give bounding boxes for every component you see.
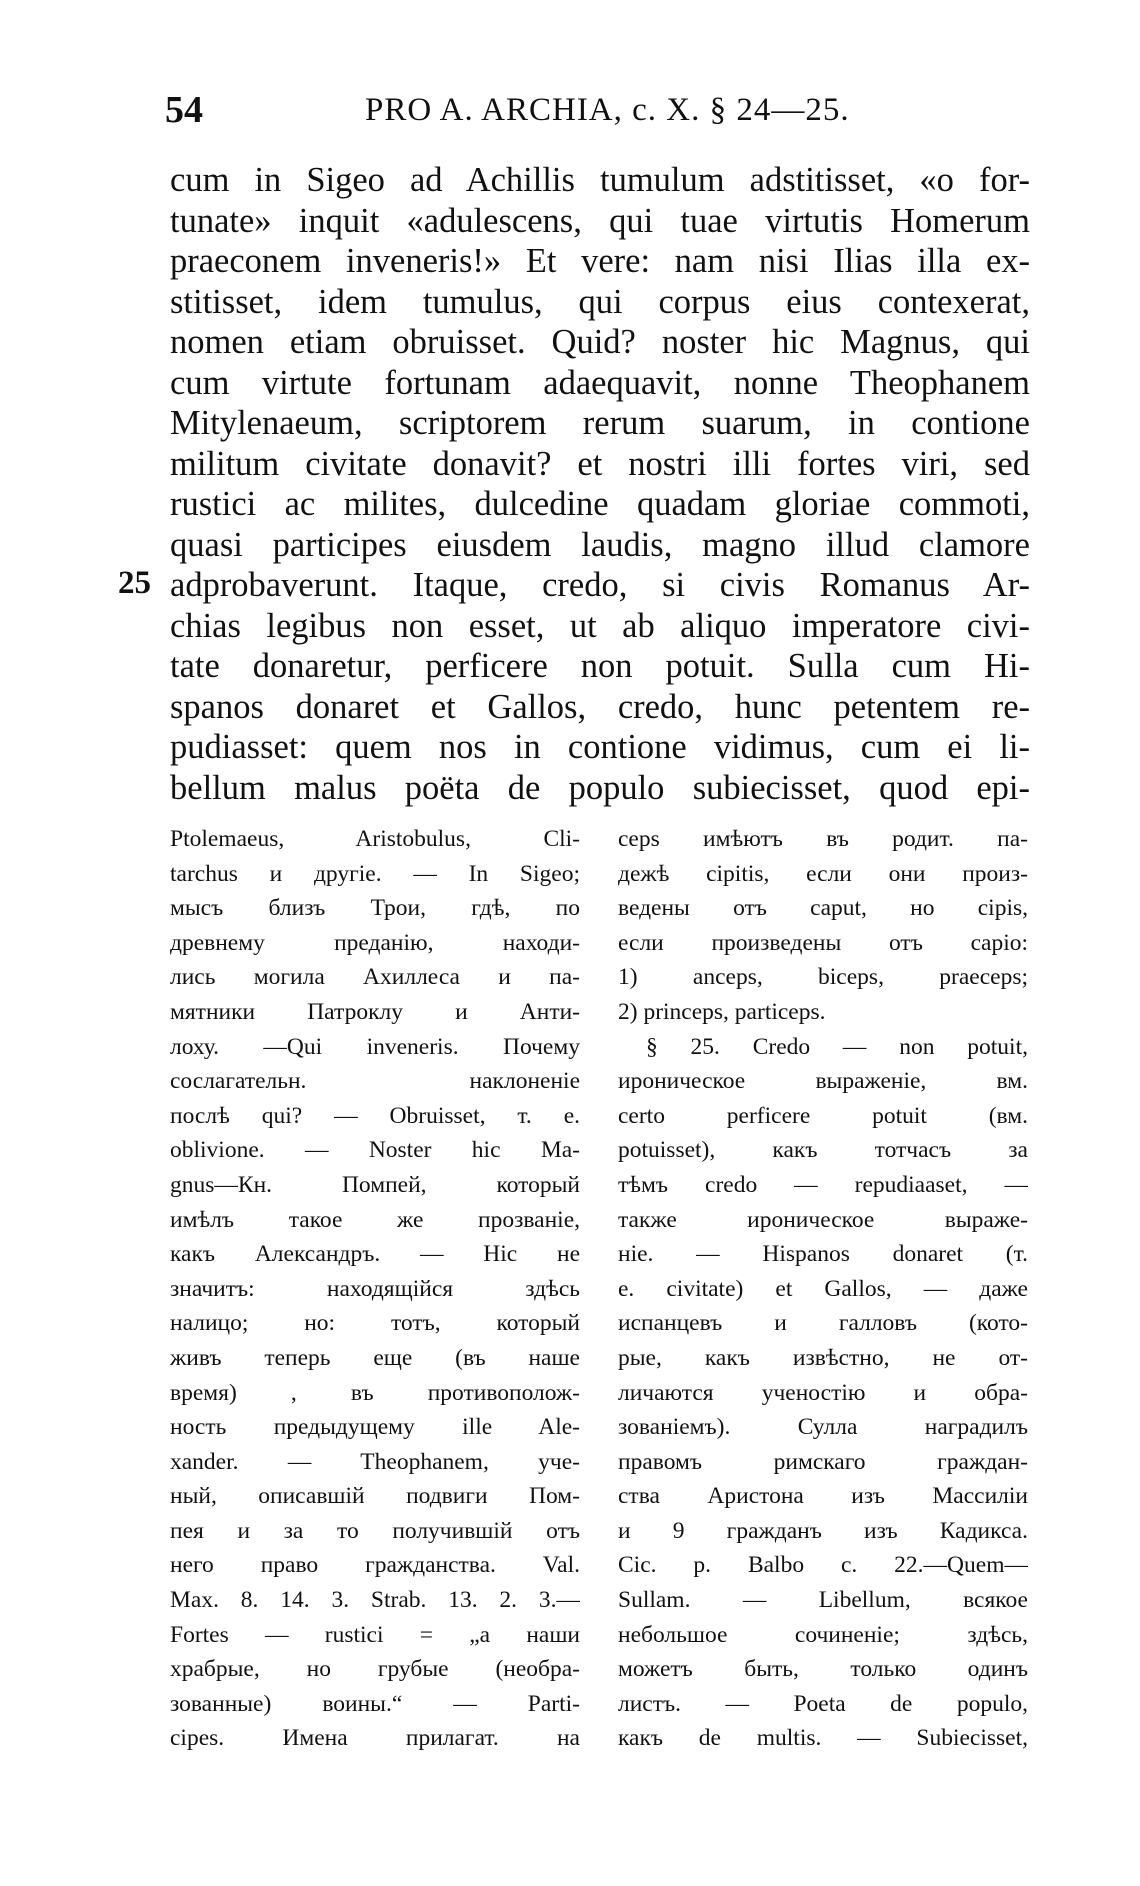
- note-line: лись могила Ахиллеса и па-: [170, 964, 580, 991]
- note-line: если произведены отъ capio:: [618, 929, 1028, 956]
- note-line: имѣлъ такое же прозваніе,: [170, 1206, 580, 1233]
- note-line: certo perficere potuit (вм.: [618, 1102, 1028, 1129]
- note-line: tarchus и другіе. — In Sigeo;: [170, 860, 580, 887]
- note-line: лоху. —Qui inveneris. Почему: [170, 1033, 580, 1060]
- note-line: е. civitate) et Gallos, — даже: [618, 1275, 1028, 1302]
- notes-left-column: [170, 822, 580, 1756]
- note-line: сослагательн. наклоненіе: [170, 1068, 580, 1095]
- main-line: spanos donaret et Gallos, credo, hunc petentem re-: [170, 687, 1030, 726]
- note-line: ироническое выраженіе, вм.: [618, 1068, 1028, 1095]
- note-line: налицо; но: тотъ, который: [170, 1310, 580, 1337]
- note-line: ный, описавшій подвиги Пом-: [170, 1483, 580, 1510]
- main-line: adprobaverunt. Itaque, credo, si civis Romanus Ar-: [170, 566, 1030, 604]
- note-line: Sullam. — Libellum, всякое: [618, 1587, 1028, 1614]
- page-number: 54: [165, 89, 203, 131]
- note-line: тѣмъ credo — repudiaaset, —: [618, 1171, 1028, 1198]
- note-line: него право гражданства. Val.: [170, 1552, 580, 1579]
- note-line: xander. — Theophanem, уче-: [170, 1448, 580, 1475]
- commentary-notes: [170, 822, 1030, 1752]
- note-line: potuisset), какъ тотчасъ за: [618, 1137, 1028, 1164]
- note-line: Fortes — rustici = „а наши: [170, 1621, 580, 1648]
- note-line: § 25. Credo — non potuit,: [646, 1033, 1028, 1060]
- note-line: рые, какъ извѣстно, не от-: [618, 1344, 1028, 1371]
- note-line: gnus—Кн. Помпей, который: [170, 1171, 580, 1198]
- note-line: храбрые, но грубые (необра-: [170, 1656, 580, 1683]
- main-line: tate donaretur, perficere non potuit. Sulla cum Hi-: [170, 647, 1030, 685]
- note-line: ведены отъ caput, но cipis,: [618, 895, 1028, 922]
- note-line: испанцевъ и галловъ (кото-: [618, 1310, 1028, 1337]
- note-line: oblivione. — Noster hic Ma-: [170, 1137, 580, 1164]
- main-line: nomen etiam obruisset. Quid? noster hic Magnus, qui: [170, 323, 1030, 361]
- running-head: PRO A. ARCHIA, c. X. § 24—25.: [365, 92, 850, 128]
- note-line: древнему преданію, находи-: [170, 929, 580, 956]
- section-margin-number: 25: [118, 565, 151, 601]
- main-line: militum civitate donavit? et nostri illi fortes viri, sed: [170, 444, 1030, 483]
- note-line: небольшое сочиненіе; здѣсь,: [618, 1621, 1028, 1648]
- note-line: пея и за то получившій отъ: [170, 1517, 580, 1544]
- note-line: время) , въ противополож-: [170, 1379, 580, 1406]
- note-line: послѣ qui? — Obruisset, т. е.: [170, 1102, 580, 1129]
- note-line: также ироническое выраже-: [618, 1206, 1028, 1233]
- page-header: [165, 88, 1045, 138]
- main-line: quasi participes eiusdem laudis, magno illud clamore: [170, 525, 1030, 564]
- note-line: значитъ: находящійся здѣсь: [170, 1275, 580, 1302]
- main-line: chias legibus non esset, ut ab aliquo imperatore civi-: [170, 606, 1030, 645]
- note-line: Ptolemaeus, Aristobulus, Cli-: [170, 826, 580, 852]
- note-line: какъ Александръ. — Hic не: [170, 1241, 580, 1268]
- main-text: [118, 160, 1030, 808]
- note-line: ность предыдущему ille Ale-: [170, 1414, 580, 1441]
- main-line: bellum malus poëta de populo subiecisset, quod epi-: [170, 768, 1030, 807]
- main-line: rustici ac milites, dulcedine quadam gloriae commoti,: [170, 485, 1030, 523]
- note-line: личаются ученостію и обра-: [618, 1379, 1028, 1406]
- note-line: ceps имѣютъ въ родит. па-: [618, 826, 1028, 852]
- note-line: Cic. p. Balbo c. 22.—Quem—: [618, 1552, 1028, 1579]
- note-line: можетъ быть, только одинъ: [618, 1656, 1028, 1683]
- note-line: правомъ римскаго граждан-: [618, 1448, 1028, 1475]
- main-line: stitisset, idem tumulus, qui corpus eius contexerat,: [170, 282, 1030, 321]
- note-line: какъ de multis. — Subiecisset,: [618, 1725, 1028, 1752]
- note-line: cipes. Имена прилагат. на: [170, 1725, 580, 1752]
- note-line: мятники Патроклу и Анти-: [170, 998, 580, 1025]
- note-line: и 9 гражданъ изъ Кадикса.: [618, 1517, 1028, 1544]
- main-line: praeconem inveneris!» Et vere: nam nisi Ilias illa ex-: [170, 242, 1030, 280]
- note-line: зованіемъ). Сулла наградилъ: [618, 1414, 1028, 1441]
- notes-right-column: [618, 822, 1028, 1756]
- main-line: Mitylenaeum, scriptorem rerum suarum, in contione: [170, 404, 1030, 442]
- main-line: cum virtute fortunam adaequavit, nonne Theophanem: [170, 363, 1030, 402]
- note-line: листъ. — Poeta de populo,: [618, 1690, 1028, 1717]
- main-line: tunate» inquit «adulescens, qui tuae virtutis Homerum: [170, 201, 1030, 240]
- note-line: 2) princeps, particeps.: [618, 998, 826, 1025]
- note-line: живъ теперь еще (въ наше: [170, 1344, 580, 1371]
- note-line: 1) anceps, biceps, praeceps;: [618, 964, 1028, 991]
- note-line: ніе. — Hispanos donaret (т.: [618, 1241, 1028, 1268]
- note-line: Max. 8. 14. 3. Strab. 13. 2. 3.—: [170, 1587, 580, 1614]
- main-line: pudiasset: quem nos in contione vidimus, cum ei li-: [170, 728, 1030, 766]
- note-line: мысъ близъ Трои, гдѣ, по: [170, 895, 580, 922]
- note-line: ства Аристона изъ Массиліи: [618, 1483, 1028, 1510]
- note-line: зованные) воины.“ — Parti-: [170, 1690, 580, 1717]
- main-line: cum in Sigeo ad Achillis tumulum adstitisset, «o for-: [170, 161, 1030, 199]
- note-line: дежѣ cipitis, если они произ-: [618, 860, 1028, 887]
